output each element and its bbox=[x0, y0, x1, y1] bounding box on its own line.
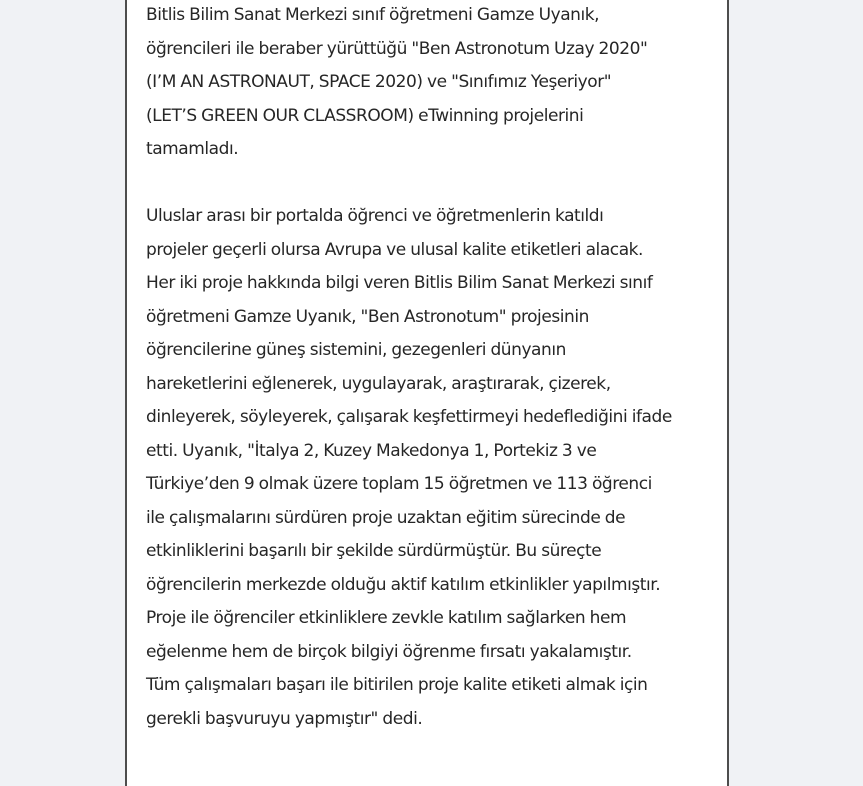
text-line: Türkiye’den 9 olmak üzere toplam 15 öğretmen ve 113 öğrenci bbox=[146, 474, 652, 494]
text-line: (LET’S GREEN OUR CLASSROOM) eTwinning projelerini bbox=[146, 105, 584, 126]
paragraph-details bbox=[146, 200, 726, 736]
text-line: hareketlerini eğlenerek, uygulayarak, araştırarak, çizerek, bbox=[146, 373, 611, 394]
text-line: dinleyerek, söyleyerek, çalışarak keşfettirmeyi hedeflediğini ifade bbox=[146, 407, 672, 427]
article-panel bbox=[125, 0, 729, 786]
text-line: Uluslar arası bir portalda öğrenci ve öğretmenlerin katıldı bbox=[146, 206, 604, 226]
paragraph-intro bbox=[146, 0, 726, 167]
text-line: etkinliklerini başarılı bir şekilde sürdürmüştür. Bu süreçte bbox=[146, 541, 602, 561]
text-line: gerekli başvuruyu yapmıştır" dedi. bbox=[146, 708, 423, 729]
article-body bbox=[146, 0, 726, 736]
text-line: projeler geçerli olursa Avrupa ve ulusal kalite etiketleri alacak. bbox=[146, 239, 644, 260]
text-line: Proje ile öğrenciler etkinliklere zevkle katılım sağlarken hem bbox=[146, 608, 627, 628]
text-line: Bitlis Bilim Sanat Merkezi sınıf öğretmeni Gamze Uyanık, bbox=[146, 5, 600, 25]
text-line: öğretmeni Gamze Uyanık, "Ben Astronotum" projesinin bbox=[146, 306, 589, 327]
text-line: öğrencilerin merkezde olduğu aktif katılım etkinlikler yapılmıştır. bbox=[146, 574, 661, 595]
text-line: (I’M AN ASTRONAUT, SPACE 2020) ve "Sınıfımız Yeşeriyor" bbox=[146, 72, 612, 92]
text-line: Her iki proje hakkında bilgi veren Bitlis Bilim Sanat Merkezi sınıf bbox=[146, 273, 653, 293]
text-line: ile çalışmalarını sürdüren proje uzaktan eğitim sürecinde de bbox=[146, 507, 626, 528]
text-line: öğrencilerine güneş sistemini, gezegenleri dünyanın bbox=[146, 340, 566, 360]
text-line: eğelenme hem de birçok bilgiyi öğrenme fırsatı yakalamıştır. bbox=[146, 641, 632, 662]
text-line: Tüm çalışmaları başarı ile bitirilen proje kalite etiketi almak için bbox=[146, 675, 648, 695]
text-line: öğrencileri ile beraber yürüttüğü "Ben Astronotum Uzay 2020" bbox=[146, 38, 648, 59]
text-line: tamamladı. bbox=[146, 139, 239, 159]
text-line: etti. Uyanık, "İtalya 2, Kuzey Makedonya 1, Portekiz 3 ve bbox=[146, 440, 597, 461]
